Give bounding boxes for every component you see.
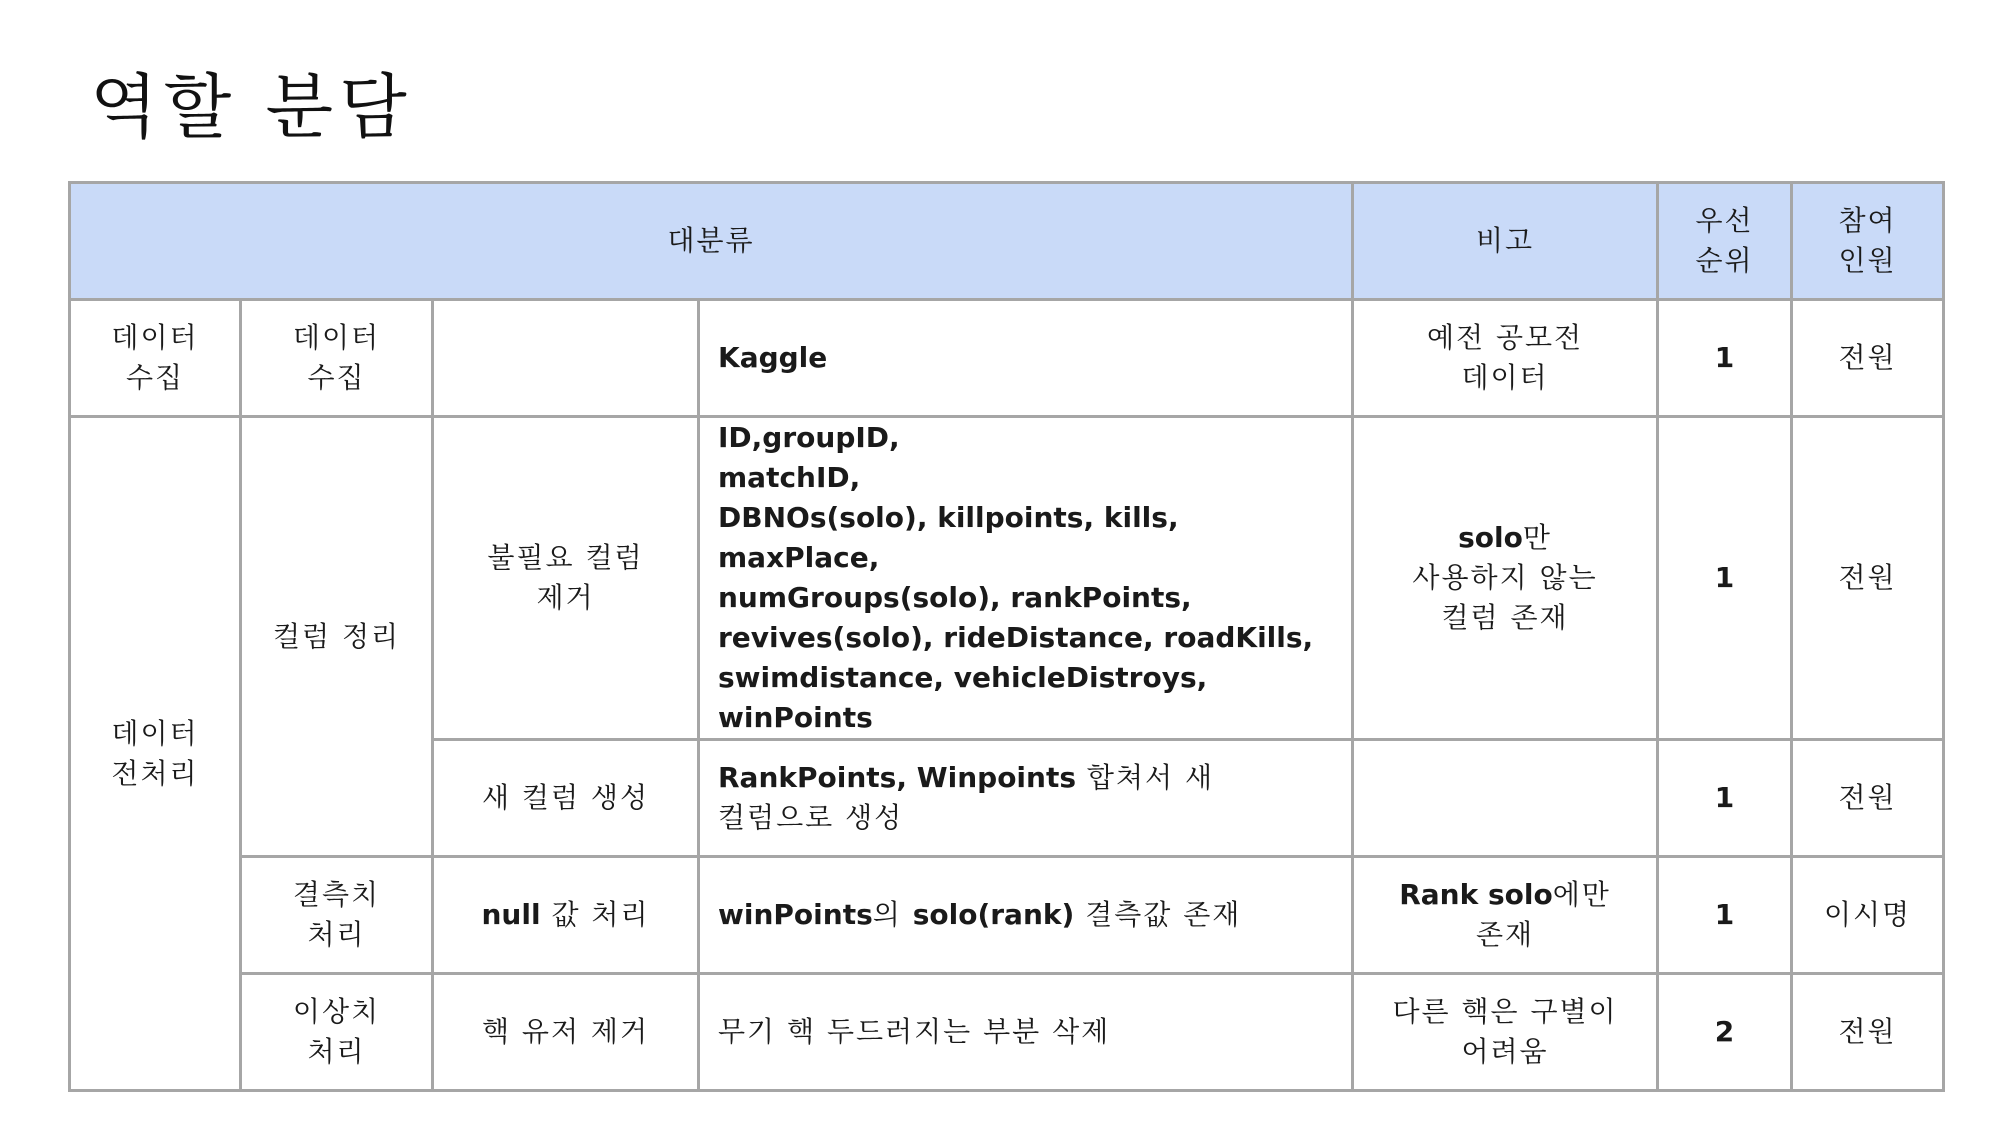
detail-text-fragment-mid: 의 bbox=[872, 898, 913, 931]
task-cell-unneeded: 불필요 컬럼 제거 bbox=[433, 417, 699, 740]
task-cell-collect bbox=[433, 300, 699, 417]
subcategory-cell-outlier: 이상치 처리 bbox=[241, 974, 433, 1091]
detail-bold-fragment: RankPoints, Winpoints bbox=[718, 761, 1077, 794]
table-header-row bbox=[70, 183, 1944, 300]
priority-cell-outlier: 2 bbox=[1658, 974, 1792, 1091]
priority-cell-unneeded: 1 bbox=[1658, 417, 1792, 740]
table-row bbox=[70, 300, 1944, 417]
role-assignment-table bbox=[68, 181, 1945, 1092]
detail-cell-new-column bbox=[699, 740, 1353, 857]
priority-cell-new-column: 1 bbox=[1658, 740, 1792, 857]
members-cell-outlier: 전원 bbox=[1792, 974, 1944, 1091]
detail-cell-unneeded: ID,groupID, matchID, DBNOs(solo), killpoints, kills, maxPlace, numGroups(solo), rankPoints, revives(solo), rideDistance, roadKills, swimdistance, vehicleDistroys, winPoints bbox=[699, 417, 1353, 740]
detail-text-fragment: 합쳐서 새 컬럼으로 생성 bbox=[718, 761, 1215, 834]
detail-text-fragment-rest: 결측값 존재 bbox=[1074, 898, 1242, 931]
subcategory-cell-column-cleanup: 컬럼 정리 bbox=[241, 417, 433, 857]
members-cell-missing: 이시명 bbox=[1792, 857, 1944, 974]
detail-cell-missing bbox=[699, 857, 1353, 974]
subcategory-cell-missing: 결측치 처리 bbox=[241, 857, 433, 974]
note-cell-new-column bbox=[1353, 740, 1658, 857]
task-text-fragment: 값 처리 bbox=[540, 898, 650, 931]
group-cell-collect: 데이터 수집 bbox=[70, 300, 241, 417]
header-members: 참여 인원 bbox=[1792, 183, 1944, 300]
page-title: 역할 분담 bbox=[90, 66, 413, 148]
task-cell-new-column: 새 컬럼 생성 bbox=[433, 740, 699, 857]
detail-cell-outlier: 무기 핵 두드러지는 부분 삭제 bbox=[699, 974, 1353, 1091]
subcategory-cell-collect: 데이터 수집 bbox=[241, 300, 433, 417]
task-bold-fragment: null bbox=[481, 898, 541, 931]
note-bold-fragment: Rank solo bbox=[1399, 878, 1553, 911]
priority-cell-missing: 1 bbox=[1658, 857, 1792, 974]
group-cell-preprocess: 데이터 전처리 bbox=[70, 417, 241, 1091]
priority-cell-collect: 1 bbox=[1658, 300, 1792, 417]
note-bold-fragment: solo bbox=[1458, 521, 1523, 554]
header-note: 비고 bbox=[1353, 183, 1658, 300]
members-cell-collect: 전원 bbox=[1792, 300, 1944, 417]
header-category: 대분류 bbox=[70, 183, 1353, 300]
note-cell-missing bbox=[1353, 857, 1658, 974]
header-priority: 우선 순위 bbox=[1658, 183, 1792, 300]
note-cell-collect: 예전 공모전 데이터 bbox=[1353, 300, 1658, 417]
note-text-fragment: 에만 존재 bbox=[1475, 878, 1611, 951]
table-row bbox=[70, 974, 1944, 1091]
detail-cell-collect: Kaggle bbox=[699, 300, 1353, 417]
task-cell-missing bbox=[433, 857, 699, 974]
members-cell-new-column: 전원 bbox=[1792, 740, 1944, 857]
table-row bbox=[70, 857, 1944, 974]
members-cell-unneeded: 전원 bbox=[1792, 417, 1944, 740]
detail-bold-fragment-2: solo(rank) bbox=[912, 898, 1075, 931]
table-row bbox=[70, 417, 1944, 740]
note-text-fragment: 만 사용하지 않는 컬럼 존재 bbox=[1412, 521, 1598, 634]
note-cell-outlier: 다른 핵은 구별이 어려움 bbox=[1353, 974, 1658, 1091]
note-cell-unneeded bbox=[1353, 417, 1658, 740]
detail-bold-fragment-1: winPoints bbox=[718, 898, 873, 931]
task-cell-outlier: 핵 유저 제거 bbox=[433, 974, 699, 1091]
